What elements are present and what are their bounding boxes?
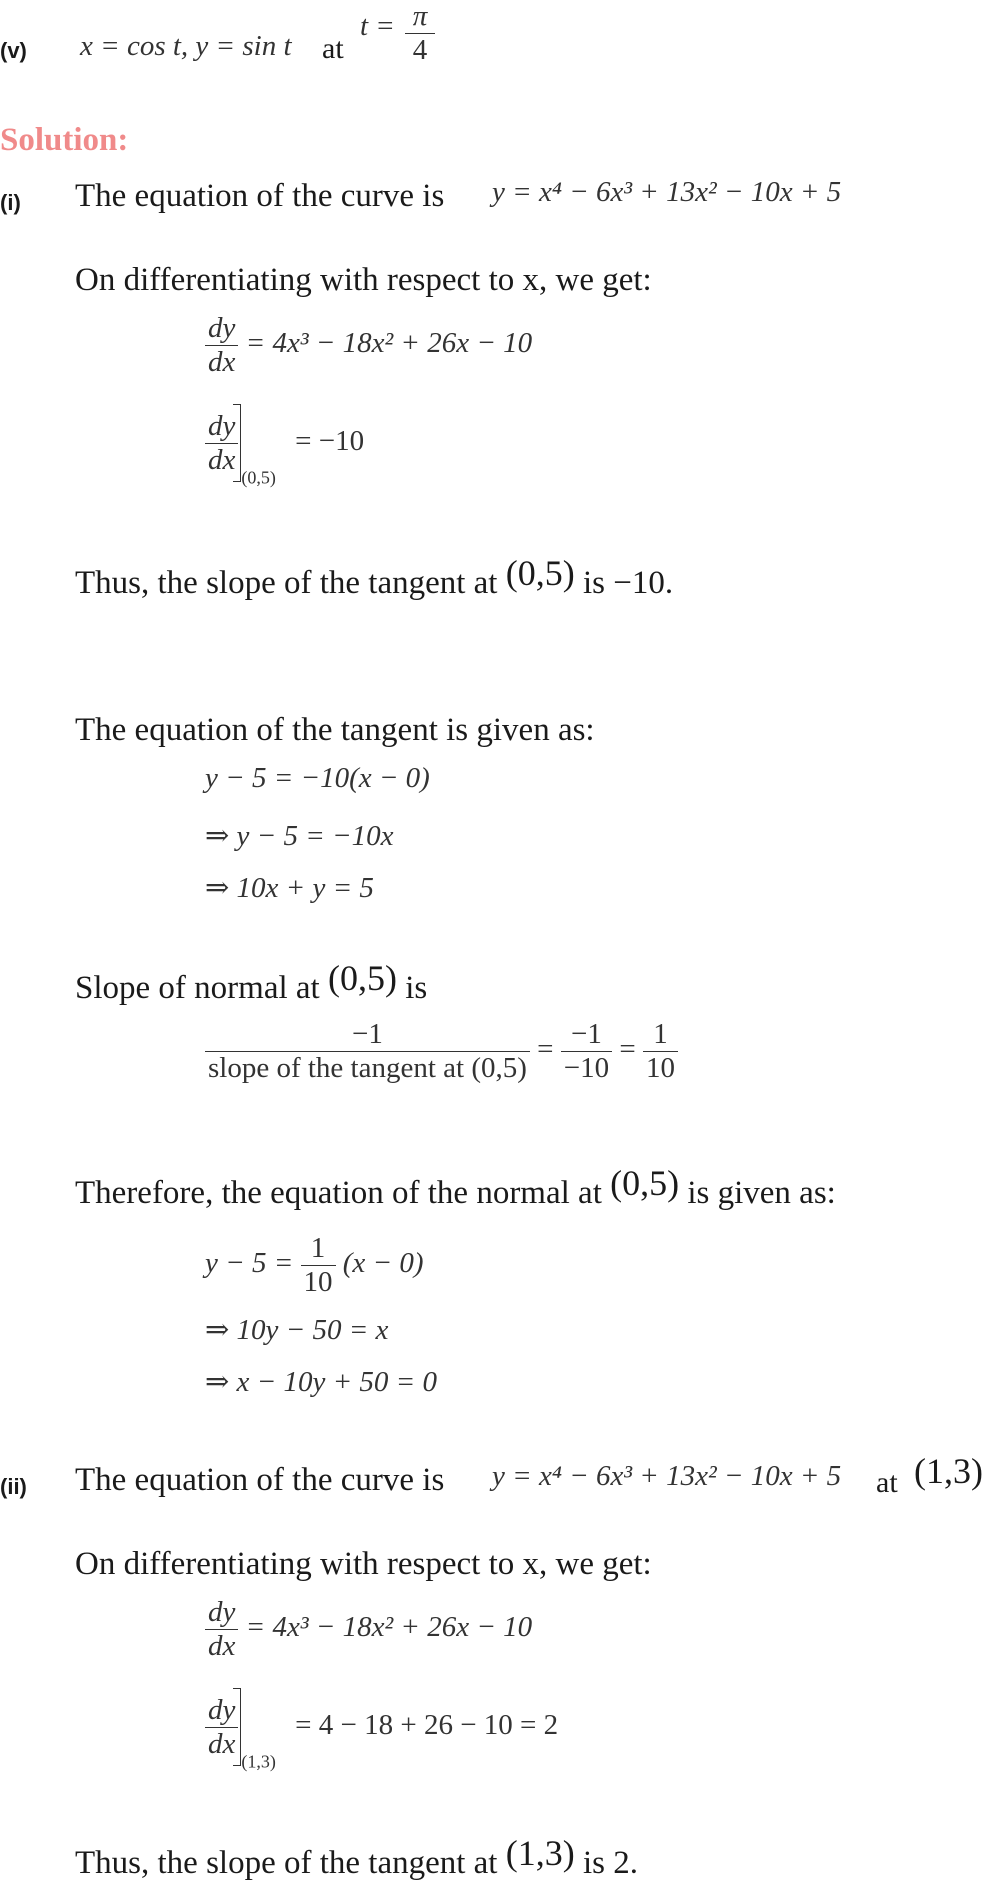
dy: dy [208, 1693, 236, 1726]
part-i-curve-prose: The equation of the curve is [75, 178, 445, 214]
frac3-num: 1 [653, 1018, 668, 1050]
slope-prose: Thus, the slope of the tangent at [75, 565, 498, 601]
part-i-label: (i) [0, 190, 21, 215]
tangent-line-2: ⇒ y − 5 = −10x [205, 820, 394, 852]
part-ii-at: at [876, 1466, 898, 1499]
part-v-t-fraction [405, 0, 435, 67]
normal-prose-a: Slope of normal at [75, 970, 320, 1006]
eval-point: (1,3) [241, 1751, 276, 1772]
dx: dx [205, 1727, 238, 1761]
dy-dx-fraction [205, 410, 238, 477]
normal-prose-b: is [405, 970, 428, 1006]
eval-rhs: = 4 − 18 + 26 − 10 = 2 [295, 1708, 559, 1741]
normal-fraction-1 [205, 1018, 530, 1085]
dy: dy [208, 1596, 236, 1628]
part-i-curve-eq: y = x⁴ − 6x³ + 13x² − 10x + 5 [492, 176, 842, 208]
part-ii-curve-eq: y = x⁴ − 6x³ + 13x² − 10x + 5 [492, 1460, 842, 1492]
slope-value: is −10. [582, 565, 674, 601]
eval-point: (0,5) [241, 467, 276, 488]
dy: dy [208, 312, 236, 344]
normal-line1-fraction [301, 1232, 336, 1299]
part-ii-label: (ii) [0, 1474, 27, 1499]
frac1-den: slope of the tangent at (0,5) [205, 1051, 530, 1085]
part-i-diff-prose: On differentiating with respect to x, we get: [75, 262, 652, 298]
part-i-normal-prose [75, 958, 428, 1007]
tangent-line-1: y − 5 = −10(x − 0) [205, 762, 430, 794]
normal-line-1 [205, 1232, 424, 1299]
normal-fraction-2 [561, 1018, 612, 1085]
part-ii-diff-prose: On differentiating with respect to x, we get: [75, 1546, 652, 1582]
part-ii-curve-prose: The equation of the curve is [75, 1462, 445, 1498]
frac1-num: −1 [352, 1018, 383, 1050]
normal-slope-fractions [205, 1018, 678, 1085]
dy-dx-fraction [205, 1694, 238, 1761]
part-ii-derivative-eval [205, 1688, 558, 1773]
normal-eq-prose-b: is given as: [687, 1175, 836, 1211]
normal-line1-den: 10 [301, 1265, 336, 1299]
normal-line-3: ⇒ x − 10y + 50 = 0 [205, 1366, 437, 1398]
derivative-rhs: = 4x³ − 18x² + 26x − 10 [245, 1611, 533, 1644]
dx: dx [205, 345, 238, 379]
part-ii-derivative [205, 1596, 532, 1663]
part-i-tangent-prose: The equation of the tangent is given as: [75, 712, 595, 748]
part-v-equation: x = cos t, y = sin t [80, 30, 292, 62]
part-i-derivative [205, 312, 532, 379]
frac2-num: −1 [571, 1018, 602, 1050]
eval-rhs: = −10 [295, 424, 365, 457]
normal-line-2: ⇒ 10y − 50 = x [205, 1314, 389, 1346]
eq-sign: = [619, 1033, 636, 1066]
dy: dy [208, 409, 236, 442]
part-v-at: at [322, 32, 344, 65]
slope-point: (0,5) [505, 553, 575, 593]
eq-sign: = [537, 1033, 554, 1066]
normal-point: (0,5) [327, 958, 397, 998]
normal-eq-point: (0,5) [610, 1163, 680, 1203]
t-denominator: 4 [405, 33, 435, 67]
frac3-den: 10 [643, 1051, 678, 1085]
part-ii-point: (1,3) [914, 1451, 983, 1491]
part-i-normal-eq-prose [75, 1163, 836, 1212]
slope-point: (1,3) [505, 1833, 575, 1873]
tangent-line-3: ⇒ 10x + y = 5 [205, 872, 374, 904]
part-i-derivative-eval [205, 404, 364, 489]
slope-value: is 2. [582, 1845, 638, 1881]
slope-prose: Thus, the slope of the tangent at [75, 1845, 498, 1881]
eval-bracket [238, 404, 241, 482]
t-numerator: π [412, 0, 428, 32]
normal-line1-num: 1 [310, 1232, 326, 1264]
part-i-slope-line [75, 553, 674, 602]
part-v-t-lhs: t = [360, 10, 395, 42]
dx: dx [205, 1629, 238, 1663]
part-v-label: (v) [0, 38, 27, 63]
frac2-den: −10 [561, 1051, 612, 1085]
normal-fraction-3 [643, 1018, 678, 1085]
normal-eq-prose-a: Therefore, the equation of the normal at [75, 1175, 602, 1211]
dx: dx [205, 443, 238, 477]
solution-heading: Solution: [0, 122, 129, 158]
normal-line1-rhs: (x − 0) [342, 1247, 424, 1280]
dy-dx-fraction [205, 1596, 238, 1663]
part-ii-slope-line [75, 1833, 638, 1882]
dy-dx-fraction [205, 312, 238, 379]
normal-line1-lhs: y − 5 = [205, 1247, 294, 1280]
derivative-rhs: = 4x³ − 18x² + 26x − 10 [245, 327, 533, 360]
eval-bracket [238, 1688, 241, 1766]
